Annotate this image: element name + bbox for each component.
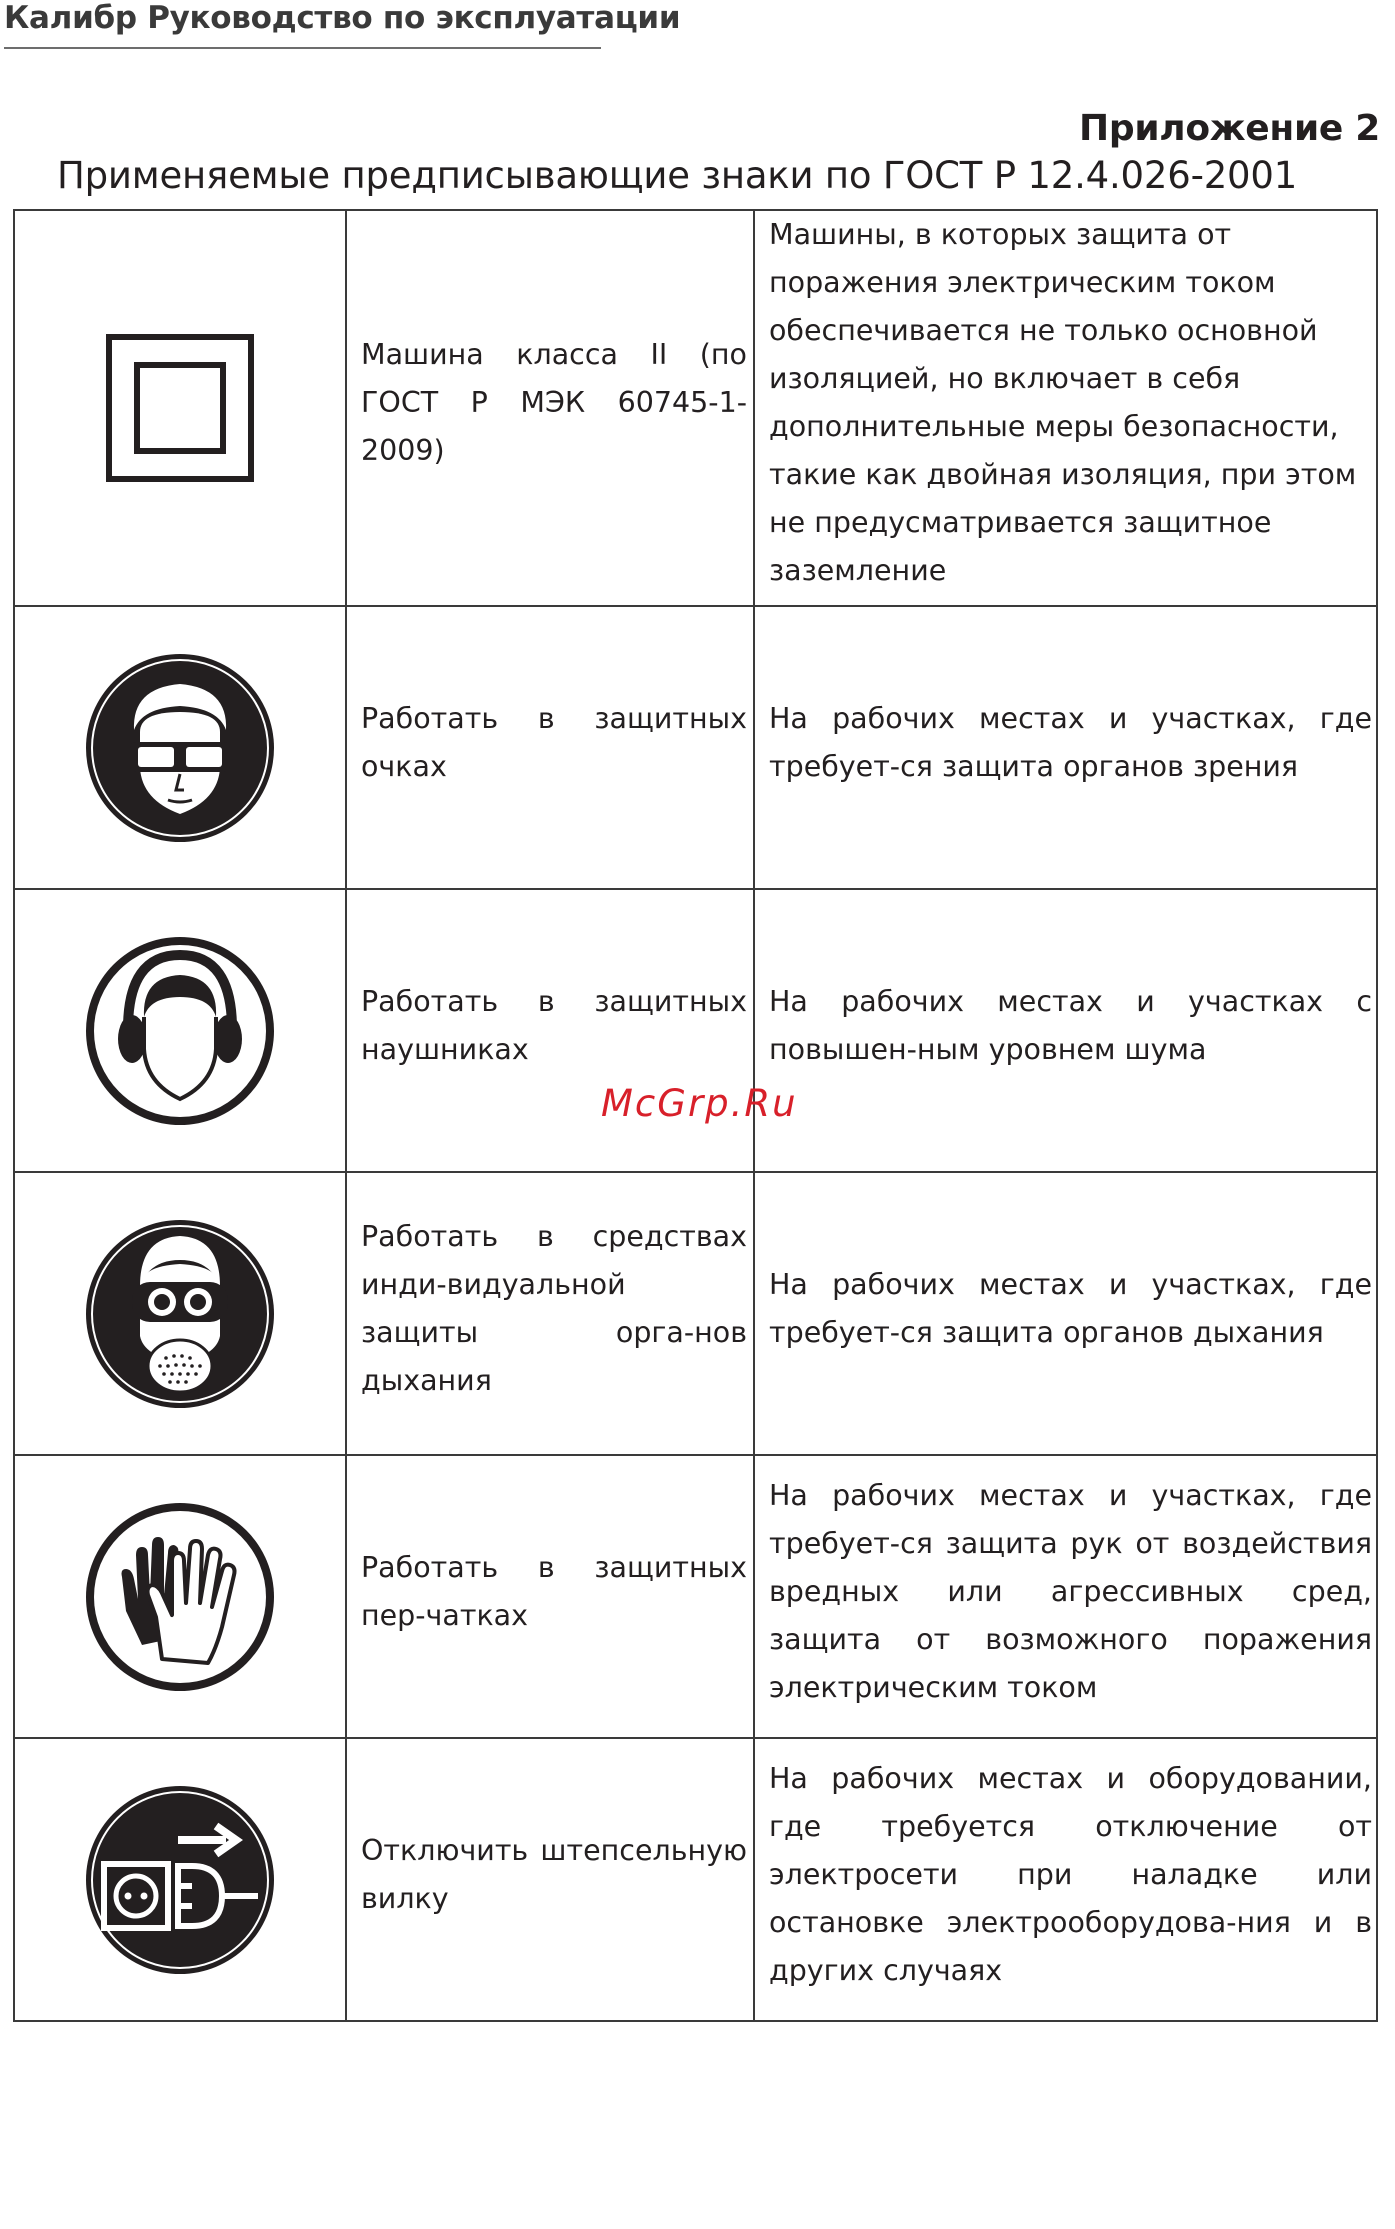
double-insulation-icon (105, 333, 255, 483)
sign-description: На рабочих местах и участках с повышен-ным уровнем шума (769, 984, 1372, 1066)
sign-description: На рабочих местах и участках, где требует-ся защита рук от воздействия вредных или агрессивных сред, защита от возможного поражения электрическим током (769, 1478, 1372, 1704)
sign-name: Работать в защитных наушниках (361, 984, 747, 1066)
protective-gloves-icon (82, 1499, 278, 1695)
sign-description: На рабочих местах и участках, где требует-ся защита органов дыхания (769, 1267, 1372, 1349)
sign-name-cell (346, 889, 754, 1172)
sign-description-cell (754, 606, 1377, 889)
sign-cell (14, 1455, 346, 1738)
table-row (14, 889, 1377, 1172)
sign-name: Работать в защитных пер-чатках (361, 1550, 747, 1632)
sign-description: На рабочих местах и оборудовании, где требуется отключение от электросети при наладке или остановке электрооборудова-ния и в других случаях (769, 1761, 1372, 1987)
ear-protection-icon (82, 933, 278, 1129)
sign-name: Отключить штепсельную вилку (361, 1833, 747, 1915)
sign-description-cell (754, 1455, 1377, 1738)
table-row (14, 606, 1377, 889)
sign-description-cell (754, 889, 1377, 1172)
safety-goggles-icon (82, 650, 278, 846)
sign-cell (14, 1738, 346, 2021)
sign-description-cell (754, 1172, 1377, 1455)
sign-cell (14, 210, 346, 606)
watermark: McGrp.Ru (601, 1082, 798, 1125)
table-row (14, 1455, 1377, 1738)
sign-cell (14, 889, 346, 1172)
sign-name-cell (346, 1172, 754, 1455)
unplug-icon (82, 1782, 278, 1978)
table-row (14, 1172, 1377, 1455)
table-row (14, 1738, 1377, 2021)
sign-name: Работать в средствах инди-видуальной защиты орга-нов дыхания (361, 1219, 747, 1397)
sign-name-cell (346, 1455, 754, 1738)
sign-cell (14, 1172, 346, 1455)
sign-description-cell (754, 210, 1377, 606)
document-header: Калибр Руководство по эксплуатации (4, 0, 681, 36)
sign-name-cell (346, 1738, 754, 2021)
sign-description: На рабочих местах и участках, где требует-ся защита органов зрения (769, 701, 1372, 783)
sign-description-cell (754, 1738, 1377, 2021)
page-title: Применяемые предписывающие знаки по ГОСТ Р 12.4.026-2001 (57, 154, 1298, 197)
sign-cell (14, 606, 346, 889)
table-row (14, 210, 1377, 606)
header-divider (4, 47, 601, 49)
appendix-label: Приложение 2 (1079, 108, 1380, 149)
sign-name-cell (346, 210, 754, 606)
sign-description: Машины, в которых защита от поражения электрическим током обеспечивается не только основной изоляцией, но включает в себя дополнительные меры безопасности, такие как двойная изоляция, при этом не предусматривается защитное заземление (769, 218, 1357, 587)
sign-name-cell (346, 606, 754, 889)
respirator-icon (82, 1216, 278, 1412)
sign-name: Машина класса II (по ГОСТ Р МЭК 60745-1-2009) (361, 338, 747, 467)
sign-name: Работать в защитных очках (361, 701, 747, 783)
